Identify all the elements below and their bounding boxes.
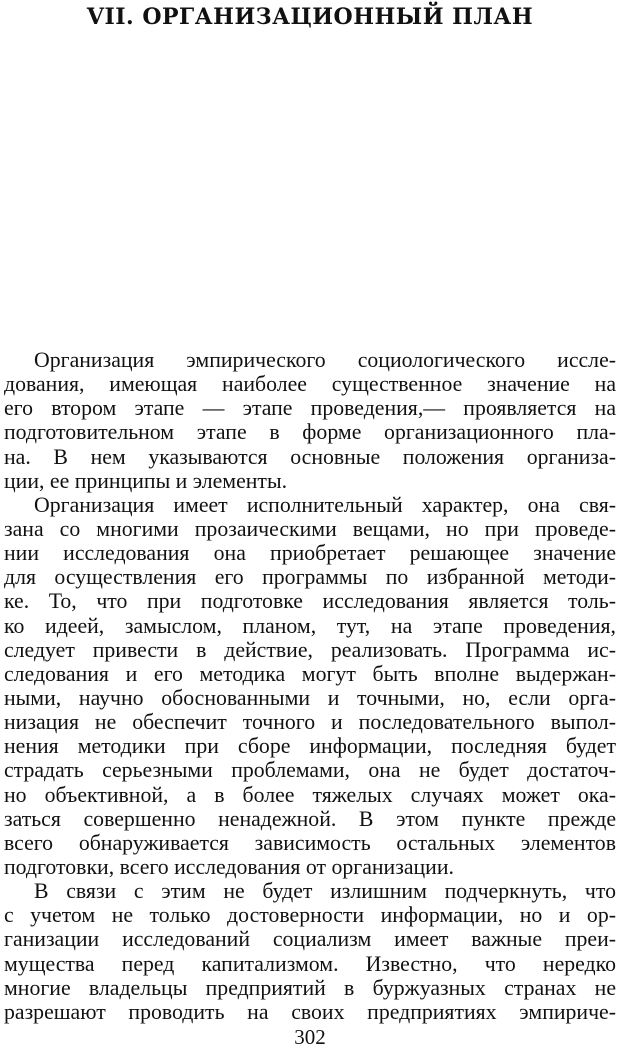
text-line: подготовительном этапе в форме организационного пла- <box>4 420 616 445</box>
paragraph <box>4 493 616 879</box>
chapter-title: VII. ОРГАНИЗАЦИОННЫЙ ПЛАН <box>86 4 534 30</box>
text-line: страдать серьезными проблемами, она не будет достаточ- <box>4 758 616 783</box>
text-line: Организация эмпирического социологического иссле- <box>34 348 616 372</box>
text-line: подготовки, всего исследования от организации. <box>4 854 454 879</box>
paragraph <box>4 348 616 493</box>
text-line: низация не обеспечит точного и последовательного выпол- <box>4 710 616 735</box>
body-text <box>4 348 616 1024</box>
page-number: 302 <box>294 1025 326 1049</box>
text-line: с учетом не только достоверности информации, но и ор- <box>4 903 616 928</box>
text-line: его втором этапе — этапе проведения,— проявляется на <box>4 396 616 421</box>
text-line: на. В нем указываются основные положения организа- <box>4 444 616 469</box>
text-line: для осуществления его программы по избранной методи- <box>4 565 616 590</box>
text-line: ции, ее принципы и элементы. <box>4 468 288 493</box>
text-line: ке. То, что при подготовке исследования является толь- <box>4 589 616 614</box>
text-line: ганизации исследований социализм имеет важные преи- <box>4 927 616 952</box>
paragraph <box>4 879 616 1024</box>
text-line: мущества перед капитализмом. Известно, что нередко <box>4 951 616 976</box>
text-line: многие владельцы предприятий в буржуазных странах не <box>4 975 616 1000</box>
text-line: разрешают проводить на своих предприятиях эмпириче- <box>4 999 616 1024</box>
text-line: заться совершенно ненадежной. В этом пункте прежде <box>4 806 616 831</box>
text-line: следования и его методика могут быть вполне выдержан- <box>4 661 616 686</box>
text-line: зана со многими прозаическими вещами, но при проведе- <box>4 516 616 541</box>
text-line: но объективной, а в более тяжелых случаях может ока- <box>4 782 616 807</box>
text-line: В связи с этим не будет излишним подчеркнуть, что <box>34 879 616 904</box>
text-line: всего обнаруживается зависимость остальных элементов <box>4 830 616 855</box>
text-line: нии исследования она приобретает решающее значение <box>4 541 616 566</box>
text-line: Организация имеет исполнительный характер, она свя- <box>34 492 616 517</box>
text-line: дования, имеющая наиболее существенное значение на <box>4 372 616 397</box>
text-line: следует привести в действие, реализовать. Программа ис- <box>4 637 616 662</box>
text-line: нения методики при сборе информации, последняя будет <box>4 734 616 759</box>
text-line: ко идеей, замыслом, планом, тут, на этапе проведения, <box>4 613 616 638</box>
text-line: ными, научно обоснованными и точными, но, если орга- <box>4 685 616 710</box>
